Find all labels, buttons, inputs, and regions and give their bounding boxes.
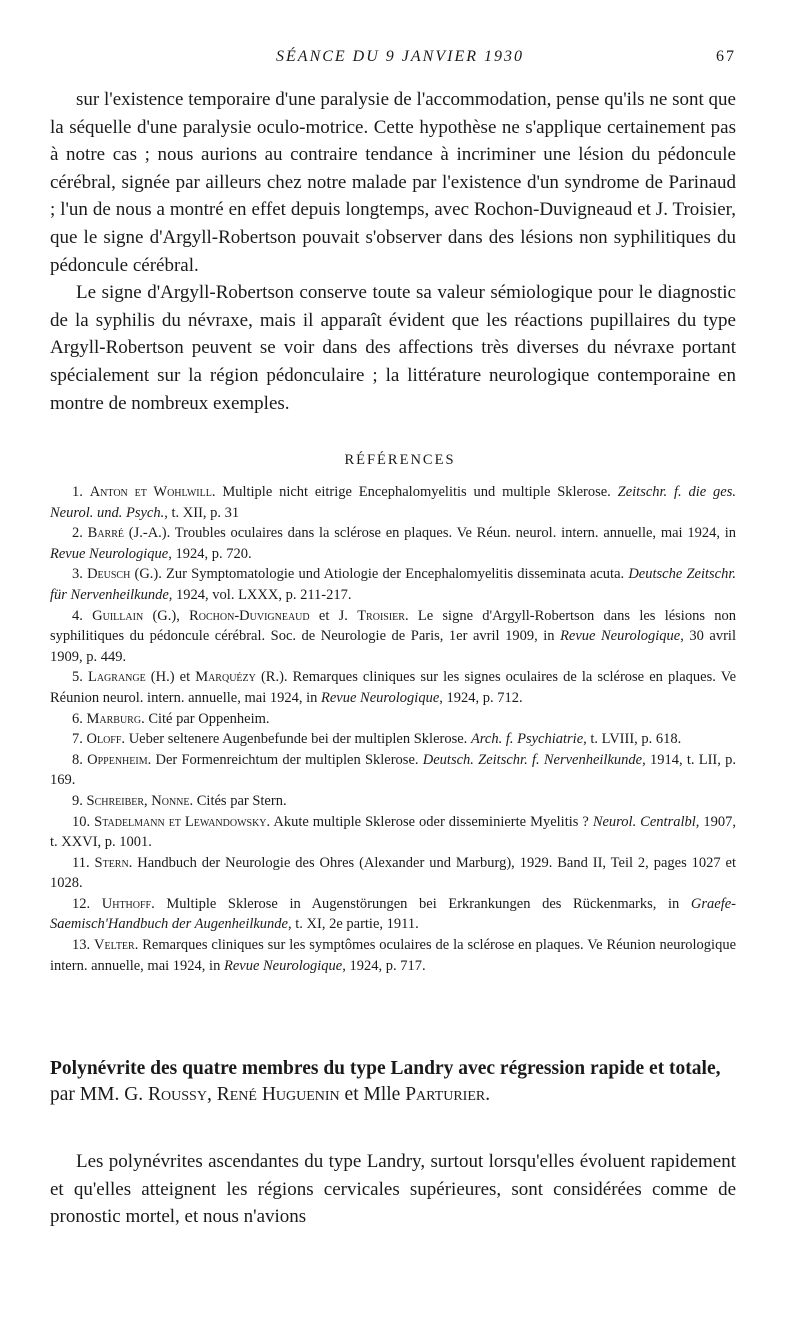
article-body [50, 1148, 736, 1231]
body-paragraph-2: Le signe d'Argyll-Robertson conserve toute sa valeur sémiologique pour le diagnostic de la syphilis du névraxe, mais il apparaît évident que les réactions pupillaires du type Argyll-Robertson peuvent se voir dans des affections très diverses du névraxe portant spécialement sur la région pédonculaire ; la littérature neurologique contemporaine en montre de nombreux exemples. [50, 282, 736, 414]
references-list [50, 482, 736, 976]
body-text [50, 86, 736, 417]
reference-item: 6. Marburg. Cité par Oppenheim. [72, 710, 270, 727]
reference-item: 13. Velter. Remarques cliniques sur les symptômes oculaires de la sclérose en plaques. Ve Réunion neurologique intern. annuelle, mai 1924, in Revue Neurologique, 1924, p. 717. [50, 937, 737, 974]
article-author: Roussy [148, 1084, 207, 1105]
reference-item: 8. Oppenheim. Der Formenreichtum der multiplen Sklerose. Deutsch. Zeitschr. f. Nervenheilkunde, 1914, t. LII, p. 169. [50, 751, 737, 789]
article-author: Parturier [405, 1084, 486, 1105]
reference-item: 4. Guillain (G.), Rochon-Duvigneaud et J. Troisier. Le signe d'Argyll-Robertson dans les lésions non syphilitiques du pédoncule cérébral. Soc. de Neurologie de Paris, 1er avril 1909, in Revue Neurologique, 30 avril 1909, p. 449. [50, 607, 737, 665]
reference-item: 7. Oloff. Ueber seltenere Augenbefunde bei der multiplen Sklerose. Arch. f. Psychiatrie, t. LVIII, p. 618. [72, 731, 682, 748]
running-head-title: SÉANCE DU 9 JANVIER 1930 [276, 48, 524, 65]
reference-item: 12. Uhthoff. Multiple Sklerose in Augenstörungen bei Erkrankungen des Rückenmarks, in Graefe-Saemisch'Handbuch der Augenheilkunde, t. XI, 2e partie, 1911. [50, 895, 737, 933]
article-intro-paragraph: Les polynévrites ascendantes du type Landry, surtout lorsqu'elles évoluent rapidement et qu'elles atteignent les régions cervicales supérieures, sont considérées comme de pronostic mortel, et nous n'avions [50, 1151, 736, 1228]
reference-item: 2. Barré (J.-A.). Troubles oculaires dans la sclérose en plaques. Ve Réun. neurol. intern. annuelle, mai 1924, in Revue Neurologique, 1924, p. 720. [50, 525, 737, 562]
article-title-text: Polynévrite des quatre membres du type Landry avec régression rapide et totale, [50, 1058, 721, 1079]
body-paragraph-1: sur l'existence temporaire d'une paralysie de l'accommodation, pense qu'ils ne sont que la séquelle d'une paralysie oculo-motrice. Cette hypothèse ne s'applique certainement pas à notre cas ; nous aurions au contraire tendance à incriminer une lésion du pédoncule cérébral, signée par ailleurs chez notre malade par l'existence d'un syndrome de Parinaud ; l'un de nous a montré en effet depuis longtemps, avec Rochon-Duvigneaud et J. Troisier, que le signe d'Argyll-Robertson pouvait s'observer dans des lésions non syphilitiques du pédoncule cérébral. [50, 89, 736, 276]
reference-item: 5. Lagrange (H.) et Marquézy (R.). Remarques cliniques sur les signes oculaires de la sclérose en plaques. Ve Réunion neurol. intern. annuelle, mai 1924, in Revue Neurologique, 1924, p. 712. [50, 669, 736, 706]
article-title: Polynévrite des quatre membres du type Landry avec régression rapide et totale, par MM. G. Roussy, René Huguenin et Mlle Parturier. [50, 1058, 721, 1105]
reference-item: 3. Deusch (G.). Zur Symptomatologie und Atiologie der Encephalomyelitis disseminata acuta. Deutsche Zeitschr. für Nervenheilkunde, 1924, vol. LXXX, p. 211-217. [50, 566, 737, 603]
reference-item: 11. Stern. Handbuch der Neurologie des Ohres (Alexander und Marburg), 1929. Band II, Teil 2, pages 1027 et 1028. [50, 854, 737, 892]
reference-item: 10. Stadelmann et Lewandowsky. Akute multiple Sklerose oder disseminierte Myelitis ? Neurol. Centralbl, 1907, t. XXVI, p. 1001. [50, 813, 737, 851]
page-number: 67 [716, 48, 736, 65]
reference-item: 1. Anton et Wohlwill. Multiple nicht eitrige Encephalomyelitis und multiple Sklerose. Zeitschr. f. die ges. Neurol. und. Psych., t. XII, p. 31 [50, 484, 736, 521]
running-head [0, 48, 800, 72]
reference-item: 9. Schreiber, Nonne. Cités par Stern. [72, 792, 287, 809]
article-author: René Huguenin [216, 1084, 340, 1105]
references-heading: RÉFÉRENCES [344, 452, 456, 468]
